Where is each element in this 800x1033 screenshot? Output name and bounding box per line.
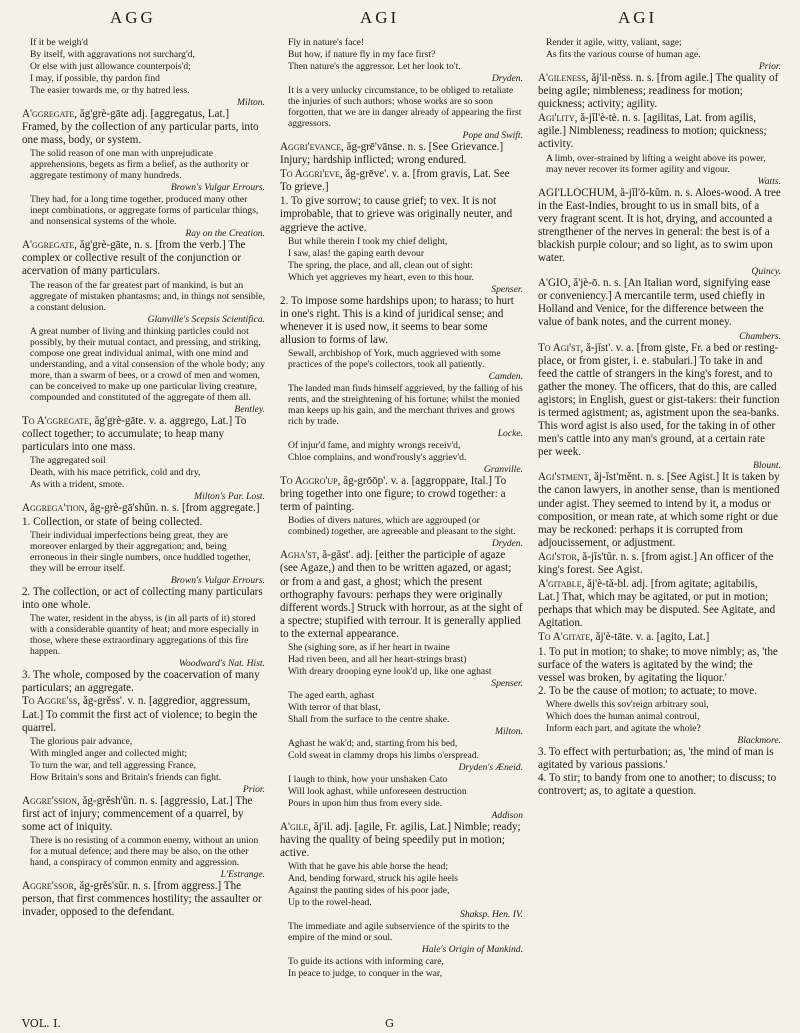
entry-definition: ăg-grĕs'sŭr. n. s. [from aggress.] The person, that first commences hostility; the assaulter or invader, opposed to the defendant.: [22, 879, 262, 919]
entry-definition: ăg-grēve'. v. a. [from gravis, Lat. See To grieve.]: [280, 168, 510, 194]
citation: Shaksp. Hen. IV.: [460, 909, 523, 921]
citation: Glanville's Scepsis Scientifica.: [147, 313, 265, 325]
citation: Dryden.: [491, 73, 523, 84]
entry-definition: ăj'il. adj. [agile, Fr. agilis, Lat.] Nimble; ready; having the quality of being speedily put in motion; active.: [280, 820, 521, 860]
quotation: But while therein I took my chief delight,: [288, 235, 448, 247]
quotation: Render it agile, witty, valiant, sage;: [546, 37, 682, 48]
citation: Bentley.: [234, 403, 265, 415]
quotation: The glorious pair advance,: [30, 735, 133, 747]
quotation: I saw, alas! the gaping earth devour: [288, 247, 425, 259]
citation: Dryden.: [491, 538, 523, 550]
quotation: The immediate and agile subservience of the spirits to the empire of the mind or soul.: [288, 921, 510, 944]
citation: Hale's Origin of Mankind.: [421, 944, 523, 956]
headword: A'ggregate,: [22, 108, 78, 120]
quotation: I laugh to think, how your unshaken Cato: [288, 773, 448, 785]
dictionary-entry: [22, 239, 265, 278]
numbered-sense: 1. To give sorrow; to cause grief; to vex. It is not improbable, that to grieve was originally neuter, and aggrieve the active.: [280, 195, 513, 234]
citation: Woodward's Nat. Hist.: [178, 658, 265, 670]
running-header: [0, 8, 800, 30]
entry-definition: ă-jĭs'tŭr. n. s. [from agist.] An officer of the king's forest. See Agist.: [538, 550, 774, 576]
dictionary-entry: [280, 475, 523, 514]
citation: Camden.: [488, 371, 523, 383]
headword: A'GIO,: [538, 277, 571, 290]
dictionary-entry: [538, 631, 781, 644]
quotation: I may, if possible, thy pardon find: [30, 73, 160, 84]
quotation: She (sighing sore, as if her heart in twaine: [288, 641, 450, 653]
entry-definition: ăg-grē'vānse. n. s. [See Grievance.] Injury; hardship inflicted; wrong endured.: [280, 141, 504, 167]
dictionary-entry: [280, 549, 523, 641]
page-footer: [0, 1017, 800, 1031]
quotation: The aggregated soil: [30, 454, 106, 466]
quotation: Death, with his mace petrifick, cold and dry,: [30, 466, 201, 478]
entry-definition: ăj'è-tāte. v. a. [agito, Lat.]: [592, 631, 710, 644]
quotation: The landed man finds himself aggrieved, by the falling of his rents, and the streightening of his fortune; whilst the monied man keeps up his gain, and the merchant thrives and grows rich by trade.: [288, 383, 523, 428]
citation: Brown's Vulgar Errours.: [170, 575, 265, 587]
headword: Agi'stor,: [538, 550, 580, 563]
quotation: The spring, the place, and all, clean out of sight:: [288, 259, 473, 271]
quotation: With terror of that blast,: [288, 701, 381, 713]
quotation: A great number of living and thinking particles could not possibly, by their mutual contact, and pressing, and striking, compose one great individual animal, with one mind and understanding, and a vital consension of the whole body; any more, than a swarm of bees, or a crowd of men and women, can be conceived to make up one particular living creature, compounded and constituted of the aggregate of them all.: [30, 325, 265, 403]
headword: A'gile,: [280, 820, 311, 833]
headword: To Aggri'eve,: [280, 168, 343, 181]
dictionary-entry: [280, 141, 523, 167]
dictionary-entry: [22, 502, 265, 515]
headword: To Agi'st,: [538, 341, 584, 354]
entry-definition: ă-jĭl'è-tè. n. s. [agilitas, Lat. from agilis, agile.] Nimbleness; readiness to motion; quickness; activity.: [538, 112, 767, 151]
citation: L'Estrange.: [220, 868, 265, 880]
dictionary-entry: [538, 187, 781, 266]
citation: Granville.: [483, 464, 523, 476]
quotation: Fly in nature's face!: [288, 37, 365, 48]
header-right: AGI: [618, 8, 658, 27]
header-center: AGI: [360, 8, 400, 27]
dictionary-entry: [280, 821, 523, 860]
quotation: Shall from the surface to the centre shake.: [288, 713, 450, 725]
headword: A'ggregate,: [22, 239, 78, 252]
entry-definition: ăg-grè-gā'shŭn. n. s. [from aggregate.]: [87, 501, 260, 514]
quotation: Aghast he wak'd; and, starting from his bed,: [288, 737, 458, 749]
entry-definition: ăj'il-nĕss. n. s. [from agile.] The quality of being agile; nimbleness; readiness for motion; quickness; activity; agility.: [538, 72, 779, 111]
quotation: It is a very unlucky circumstance, to be obliged to retaliate the injuries of such authors; whose works are so soon forgotten, that we are in danger already of appearing the first aggressors.: [288, 85, 522, 129]
headword: To Aggre'ss,: [22, 695, 81, 708]
quotation: Sewall, archbishop of York, much aggrieved with some practices of the pope's collectors, took all patiently.: [288, 348, 501, 371]
headword: Agi'stment,: [538, 471, 592, 484]
entry-definition: ă-jĭl'ŏ-kŭm. n. s. Aloes-wood. A tree in the East-Indies, brought to us in small bits, of a very fragrant scent. It is hot, drying, and accounted a strengthener of the nerves in general: the best is of a blackish purple colour; and so light, as to swim upon water.: [538, 186, 781, 265]
dictionary-entry: [538, 578, 781, 630]
headword: A'gileness,: [538, 72, 589, 84]
quotation: Their individual imperfections being great, they are moreover enlarged by their aggregation; and, being erroneous in their single numbers, once huddled together, they will be errour itself.: [30, 530, 251, 575]
quotation: Chloe complains, and wond'rously's aggriev'd.: [288, 452, 467, 464]
entry-definition: ăg'grè-gāte adj. [aggregatus, Lat.] Framed, by the collection of any particular parts, into one mass, body, or system.: [22, 108, 259, 147]
numbered-sense: 4. To stir; to bandy from one to another; to discuss; to controvert; as, to agitate a question.: [538, 772, 777, 798]
citation: Watts.: [757, 175, 781, 187]
quotation: They had, for a long time together, produced many other inept combinations, or aggregate forms of particular things, and nonsensical systems of the whole.: [30, 194, 259, 228]
entry-definition: ă'jè-ō. n. s. [An Italian word, signifying ease or conveniency.] A mercantile term, used chiefly in Holland and Venice, for the difference between the value of bank notes, and the current money.: [538, 277, 771, 329]
quotation: With mingled anger and collected might;: [30, 747, 188, 759]
quotation: Had riven been, and all her heart-strings brast): [288, 653, 467, 665]
headword: To A'gitate,: [538, 631, 593, 644]
headword: Aggre'ssor,: [22, 879, 77, 892]
dictionary-entry: [538, 471, 781, 550]
entry-definition: ă-găst'. adj. [either the participle of agaze (see Agaze,) and then to be written agazed, or agast; or from a and gast, a ghost; which the present orthography favours: perhaps they were originally different words.] Struck with horrour, as at the sight of a spectre; stupified with terrour. It is generally applied to the external appearance.: [280, 549, 523, 640]
headword: Agi'lity,: [538, 112, 578, 125]
quotation: How Britain's sons and Britain's friends can fight.: [30, 771, 222, 783]
entry-definition: ăj-ĭst'mĕnt. n. s. [See Agist.] It is taken by the canon lawyers, in another sense, than is mentioned under agist. They seemed to intend by it, a modus or composition, or mean rate, at which some right or due may be reckoned: perhaps it is corrupted from adjoucissement, or adjustment.: [538, 471, 780, 549]
quotation: Bodies of divers natures, which are aggrouped (or combined) together, are agreeable and pleasant to the sight.: [288, 515, 516, 538]
quotation: With that he gave his able horse the head;: [288, 861, 448, 873]
column-1: [22, 36, 265, 1026]
citation: Prior.: [242, 783, 265, 795]
citation: Blackmore.: [737, 734, 781, 746]
citation: Milton's Par. Lost.: [194, 490, 265, 502]
headword: Aggre'ssion,: [22, 794, 80, 807]
column-2: [280, 36, 523, 1026]
citation: Milton.: [495, 725, 523, 737]
headword: Agha'st,: [280, 549, 320, 562]
citation: Spenser.: [491, 283, 523, 295]
quotation: The water, resident in the abyss, is (in all parts of it) stored with a considerable quantity of heat; and more especially in those, where these extraordinary aggregations of this fire happen.: [30, 613, 259, 658]
quotation: And, bending forward, struck his agile heels: [288, 873, 458, 885]
numbered-sense: 2. To be the cause of motion; to actuate; to move.: [538, 684, 757, 697]
header-left: AGG: [110, 8, 156, 27]
quotation: Then nature's the aggressor. Let her look to't.: [288, 61, 461, 72]
entry-definition: ăg-grōōp'. v. a. [aggroppare, Ital.] To bring together into one figure; to crowd together: a term of painting.: [280, 475, 507, 514]
quotation: To turn the war, and tell aggressing France,: [30, 759, 196, 771]
dictionary-entry: [22, 695, 265, 734]
citation: Milton.: [237, 97, 265, 108]
citation: Quincy.: [751, 266, 781, 278]
quotation: Cold sweat in clammy drops his limbs o'erspread.: [288, 749, 479, 761]
quotation: There is no resisting of a common enemy, without an union for a mutual defence; and there may be also, on the other hand, a conspiracy of common enmity and aggression.: [30, 834, 259, 868]
quotation: Which does the human animal controul,: [546, 710, 700, 722]
headword: A'gitable,: [538, 578, 585, 591]
headword: To A'ggregate,: [22, 414, 92, 427]
quotation: In peace to judge, to conquer in the war,: [288, 968, 443, 980]
quotation: As with a trident, smote.: [30, 478, 125, 490]
quotation: With dreary drooping eyne look'd up, like one aghast: [288, 665, 492, 677]
dictionary-entry: [22, 795, 265, 834]
citation: Spenser.: [491, 677, 523, 689]
quotation: If it be weigh'd: [30, 37, 88, 48]
quotation: To guide its actions with informing care,: [288, 956, 444, 968]
dictionary-entry: [538, 551, 781, 577]
headword: To Aggro'up,: [280, 475, 341, 488]
citation: Brown's Vulgar Errours.: [170, 182, 265, 194]
quotation: The easier towards me, or thy hatred less.: [30, 85, 190, 96]
dictionary-entry: [538, 112, 781, 151]
quotation: Which yet aggrieves my heart, even to this hour.: [288, 271, 474, 283]
dictionary-entry: [538, 277, 781, 329]
quotation: Inform each part, and agitate the whole?: [546, 722, 701, 734]
headword: Aggrega'tion,: [22, 501, 88, 514]
entry-definition: ăg'grè-gāte, n. s. [from the verb.] The complex or collective result of the conjunction or acervation of many particulars.: [22, 239, 246, 278]
dictionary-entry: [538, 72, 781, 111]
quotation: The reason of the far greatest part of mankind, is but an aggregate of mistaken phantasms; and, in things not sensible, a constant delusion.: [30, 279, 265, 313]
citation: Chambers.: [739, 330, 781, 342]
citation: Prior.: [758, 61, 781, 72]
citation: Pope and Swift.: [462, 130, 523, 141]
quotation: Up to the rowel-head.: [288, 897, 372, 909]
numbered-sense: 2. To impose some hardships upon; to harass; to hurt in one's right. This is a kind of juridical sense; and whenever it is used now, it seems to bear some allusion to forms of law.: [280, 294, 514, 346]
numbered-sense: 2. The collection, or act of collecting many particulars into one whole.: [22, 586, 263, 612]
signature-mark: G: [385, 1017, 394, 1030]
numbered-sense: 3. To effect with perturbation; as, 'the mind of man is agitated by various passions.': [538, 745, 774, 772]
numbered-sense: 1. Collection, or state of being collected.: [22, 515, 203, 528]
quotation: A limb, over-strained by lifting a weight above its power, may never recover its former agility and vigour.: [546, 152, 766, 175]
quotation: Against the panting sides of his poor jade,: [288, 885, 450, 897]
entry-definition: ăg'grè-gāte. v. a. aggrego, Lat.] To collect together; to accumulate; to heap many particulars into one mass.: [22, 414, 247, 453]
volume-label: VOL. I.: [22, 1017, 61, 1030]
quotation: By itself, with aggravations not surcharg'd,: [30, 49, 195, 60]
quotation: As fits the various course of human age.: [546, 49, 701, 60]
quotation: The aged earth, aghast: [288, 689, 375, 701]
dictionary-entry: [22, 415, 265, 454]
citation: Addison: [491, 809, 523, 821]
quotation: Pours in upon him thus from every side.: [288, 797, 443, 809]
column-3: [538, 36, 781, 1026]
entry-definition: ăg-grĕss'. v. n. [aggredior, aggressum, Lat.] To commit the first act of violence; to begin the quarrel.: [22, 695, 258, 734]
citation: Locke.: [497, 428, 523, 440]
numbered-sense: 3. The whole, composed by the coacervation of many particulars; an aggregate.: [22, 669, 260, 695]
quotation: But how, if nature fly in my face first?: [288, 49, 436, 60]
numbered-sense: 1. To put in motion; to shake; to move nimbly; as, 'the surface of the waters is agitated by the wind; the vessel was broken, by agitating the liquor.': [538, 645, 778, 684]
citation: Blount.: [753, 460, 781, 472]
citation: Ray on the Creation.: [185, 228, 265, 240]
quotation: Or else with just allowance counterpois'd;: [30, 61, 191, 72]
quotation: Will look aghast, while unforeseen destruction: [288, 785, 467, 797]
headword: AGI'LLOCHUM,: [538, 186, 618, 199]
headword: Aggri'evance,: [280, 141, 344, 153]
quotation: Of injur'd fame, and mighty wrongs receiv'd,: [288, 440, 461, 452]
entry-definition: ăg-grĕsh'ŭn. n. s. [aggressio, Lat.] The first act of injury; commencement of a quarrel, by some act of iniquity.: [22, 794, 253, 833]
dictionary-entry: [22, 108, 265, 147]
quotation: The solid reason of one man with unprejudicate apprehensions, begets as firm a belief, as the authority or aggregate testimony of many hundreds.: [30, 148, 249, 182]
text-columns: [22, 36, 782, 1026]
entry-definition: ă-jĭst'. v. a. [from giste, Fr. a bed or resting-place, or from gister, i. e. stabulari.] To take in and feed the cattle of strangers in the king's forest, and to gather the money. The officers, that do this, are called agistors; in English, guest or gist-takers: their function is termed agistment; as, agistment upon the sea-banks. This word agist is also used, for the taking in of other men's cattle into any man's ground, at a certain rate per week.: [538, 341, 780, 459]
citation: Dryden's Æneid.: [458, 761, 523, 773]
dictionary-entry: [538, 342, 781, 460]
dictionary-entry: [22, 880, 265, 919]
dictionary-entry: [280, 168, 523, 194]
entry-definition: ăj'è-tă-bl. adj. [from agitate; agitabilis, Lat.] That, which may be agitated, or put in motion; perhaps that which may be disputed. See Agitate, and Agitation.: [538, 578, 776, 630]
quotation: Where dwells this sov'reign arbitrary soul,: [546, 698, 709, 710]
